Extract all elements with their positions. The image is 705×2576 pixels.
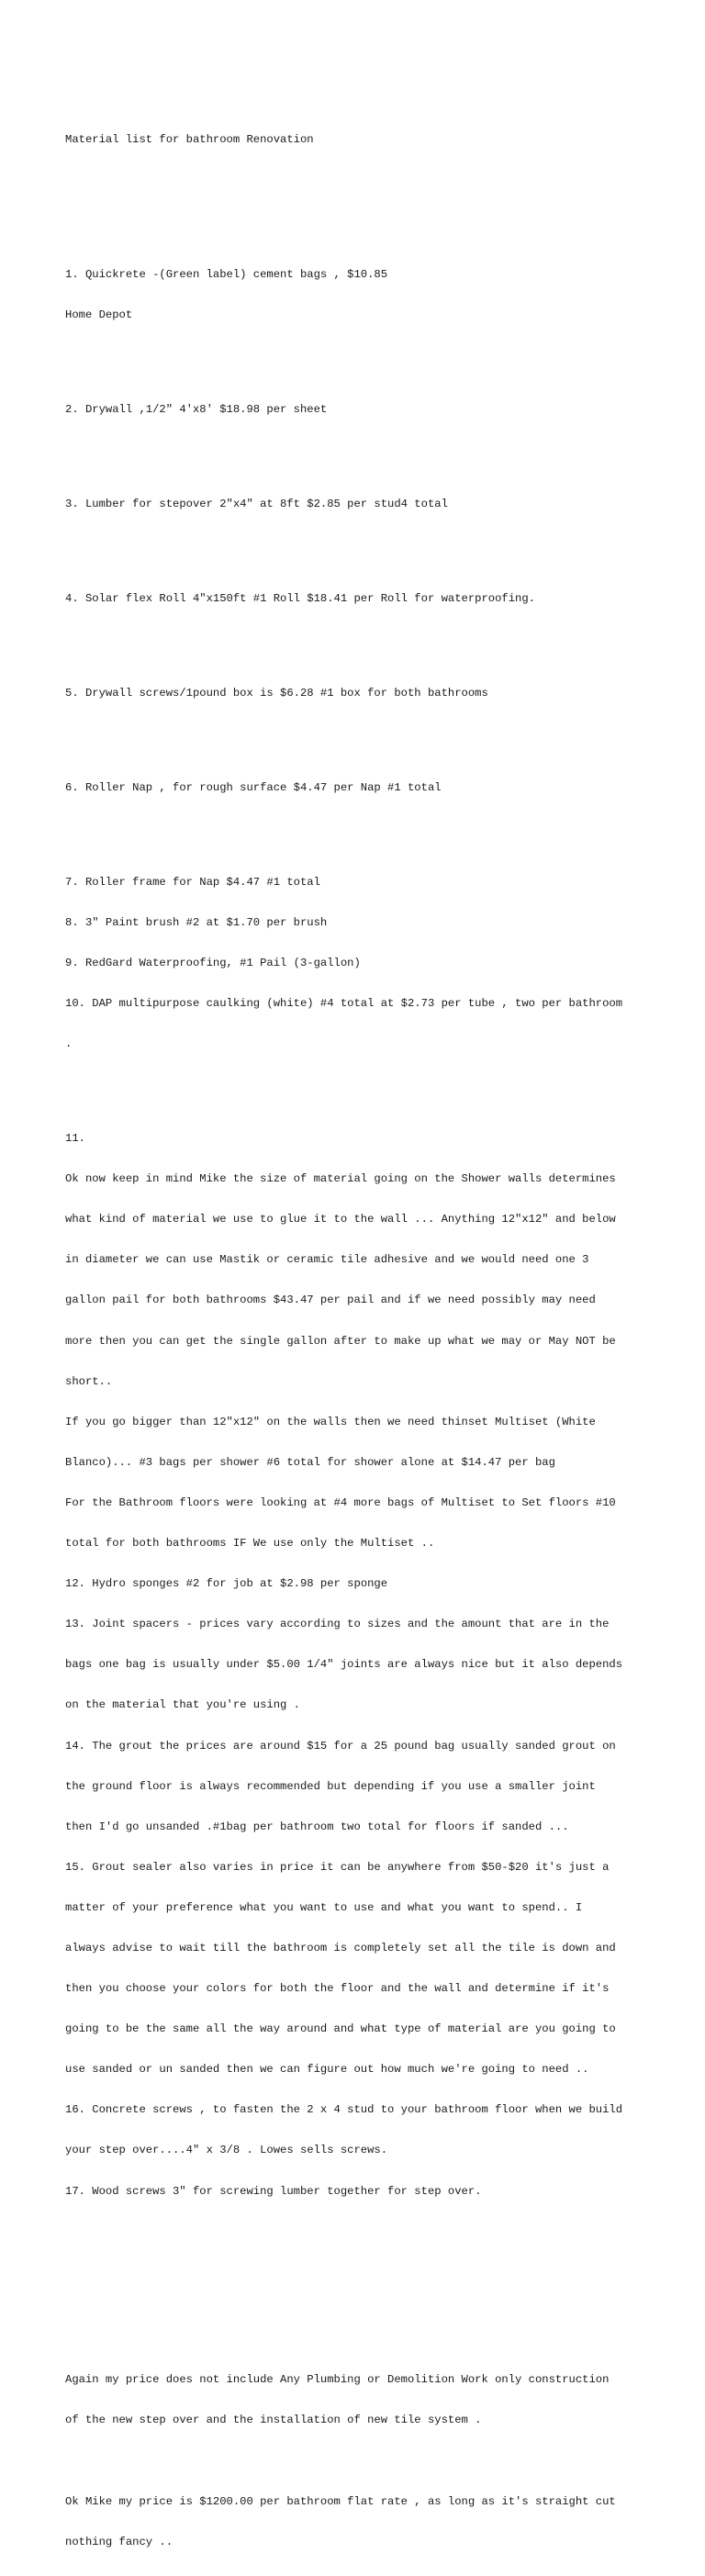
- closing-line: nothing fancy ..: [65, 2535, 173, 2548]
- closing-line: Ok Mike my price is $1200.00 per bathroom flat rate , as long as it's straight cut: [65, 2494, 616, 2508]
- list-item-5: 5. Drywall screws/1pound box is $6.28 #1 box for both bathrooms: [65, 687, 488, 700]
- body-line: Blanco)... #3 bags per shower #6 total for shower alone at $14.47 per bag: [65, 1455, 555, 1469]
- body-line: total for both bathrooms IF We use only the Multiset ..: [65, 1537, 435, 1551]
- body-line: gallon pail for both bathrooms $43.47 per pail and if we need possibly may need: [65, 1294, 596, 1307]
- body-line: what kind of material we use to glue it to the wall ... Anything 12"x12" and below: [65, 1213, 616, 1226]
- body-line: matter of your preference what you want to use and what you want to spend.. I: [65, 1900, 583, 1914]
- body-line: then you choose your colors for both the floor and the wall and determine if it's: [65, 1982, 610, 1996]
- list-item-1-store: Home Depot: [65, 308, 133, 322]
- blank-line: [65, 538, 653, 552]
- blank-line: [65, 727, 653, 741]
- blank-line: [65, 2320, 653, 2334]
- list-item-9: 9. RedGard Waterproofing, #1 Pail (3-gallon): [65, 957, 361, 970]
- blank-line: [65, 215, 653, 229]
- document-title: Material list for bathroom Renovation: [65, 133, 314, 147]
- body-line: 14. The grout the prices are around $15 for a 25 pound bag usually sanded grout on: [65, 1739, 616, 1753]
- body-line: in diameter we can use Mastik or ceramic tile adhesive and we would need one 3: [65, 1253, 589, 1267]
- body-line: always advise to wait till the bathroom is completely set all the tile is down and: [65, 1941, 616, 1954]
- blank-line: [65, 633, 653, 646]
- list-item-1: 1. Quickrete -(Green label) cement bags , $10.85: [65, 268, 388, 282]
- list-item-8: 8. 3" Paint brush #2 at $1.70 per brush: [65, 915, 328, 929]
- body-line: Ok now keep in mind Mike the size of material going on the Shower walls determines: [65, 1172, 616, 1186]
- body-line: 11.: [65, 1132, 85, 1146]
- closing-line: of the new step over and the installation of new tile system .: [65, 2414, 482, 2427]
- body-line: use sanded or un sanded then we can figure out how much we're going to need ..: [65, 2063, 589, 2077]
- closing-line: Again my price does not include Any Plumbing or Demolition Work only construction: [65, 2373, 610, 2387]
- blank-line: [65, 350, 653, 364]
- body-line: For the Bathroom floors were looking at #4 more bags of Multiset to Set floors #10: [65, 1495, 616, 1509]
- list-item-3: 3. Lumber for stepover 2"x4" at 8ft $2.85 per stud4 total: [65, 498, 448, 511]
- blank-line: [65, 1078, 653, 1092]
- list-item-4: 4. Solar flex Roll 4"x150ft #1 Roll $18.41 per Roll for waterproofing.: [65, 592, 535, 606]
- list-item-10: 10. DAP multipurpose caulking (white) #4 total at $2.73 per tube , two per bathroom: [65, 997, 623, 1011]
- document-text: [65, 106, 653, 2576]
- blank-line: [65, 2279, 653, 2292]
- body-line: more then you can get the single gallon after to make up what we may or May NOT be: [65, 1334, 616, 1348]
- body-line: going to be the same all the way around and what type of material are you going to: [65, 2022, 616, 2036]
- list-item-10-continuation: .: [65, 1037, 73, 1051]
- list-item-7: 7. Roller frame for Nap $4.47 #1 total: [65, 875, 320, 889]
- blank-line: [65, 443, 653, 457]
- body-line: on the material that you're using .: [65, 1698, 300, 1712]
- body-line: 17. Wood screws 3" for screwing lumber together for step over.: [65, 2184, 482, 2198]
- body-line: short..: [65, 1374, 113, 1388]
- body-line: 15. Grout sealer also varies in price it can be anywhere from $50-$20 it's just a: [65, 1860, 610, 1874]
- blank-line: [65, 2238, 653, 2252]
- body-line: 13. Joint spacers - prices vary according to sizes and the amount that are in the: [65, 1618, 610, 1631]
- body-line: then I'd go unsanded .#1bag per bathroom two total for floors if sanded ...: [65, 1820, 569, 1833]
- body-line: bags one bag is usually under $5.00 1/4" joints are always nice but it also depends: [65, 1658, 623, 1672]
- body-line: the ground floor is always recommended but depending if you use a smaller joint: [65, 1779, 596, 1793]
- list-item-6: 6. Roller Nap , for rough surface $4.47 per Nap #1 total: [65, 780, 442, 794]
- body-line: 16. Concrete screws , to fasten the 2 x 4 stud to your bathroom floor when we build: [65, 2103, 623, 2117]
- body-line: 12. Hydro sponges #2 for job at $2.98 per sponge: [65, 1577, 388, 1591]
- blank-line: [65, 2455, 653, 2469]
- list-item-2: 2. Drywall ,1/2" 4'x8' $18.98 per sheet: [65, 403, 328, 417]
- body-line: If you go bigger than 12"x12" on the walls then we need thinset Multiset (White: [65, 1415, 596, 1428]
- body-line: your step over....4" x 3/8 . Lowes sells screws.: [65, 2144, 388, 2157]
- blank-line: [65, 174, 653, 188]
- blank-line: [65, 822, 653, 835]
